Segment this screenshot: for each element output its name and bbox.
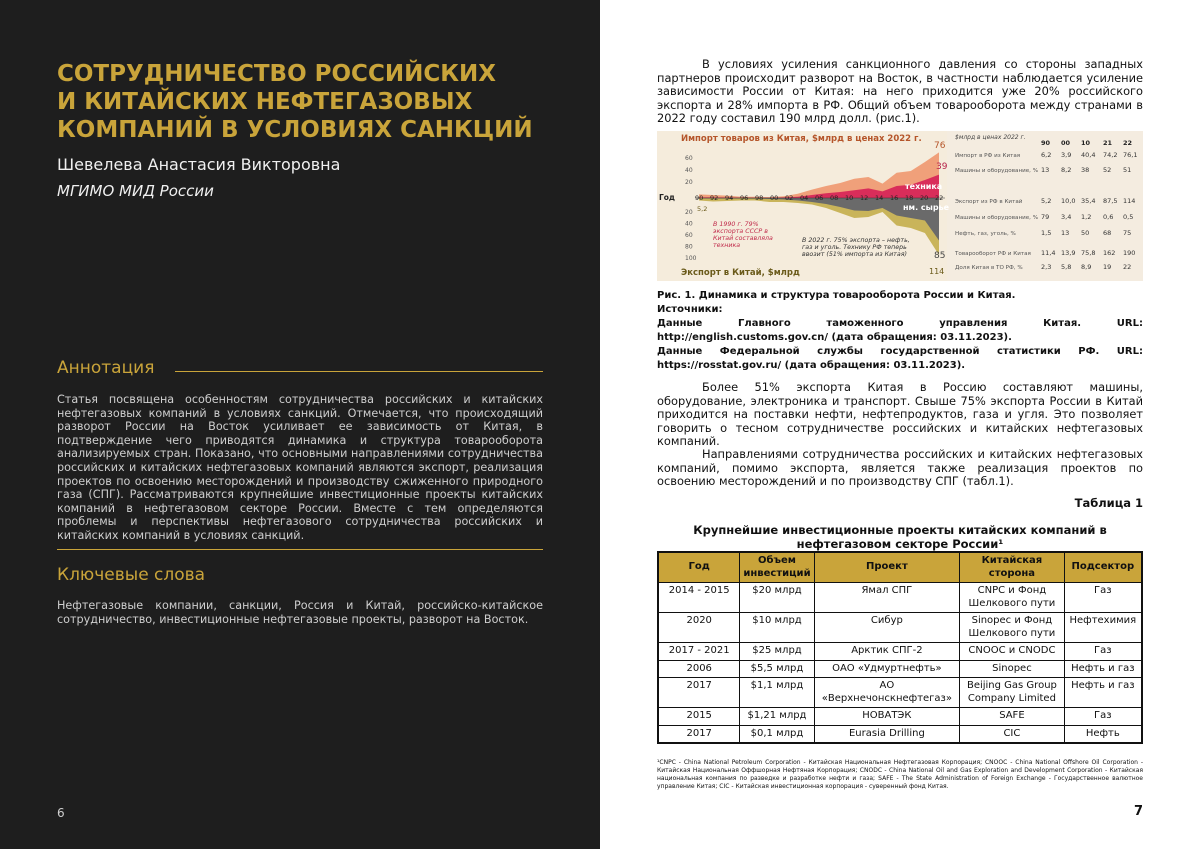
table-row-label: Нефть, газ, уголь, %: [955, 231, 1016, 237]
col-header-chinese-side: Китайская сторона: [960, 552, 1064, 583]
x-tick-label: 96: [740, 194, 749, 202]
table-cell: Газ: [1064, 643, 1142, 661]
table-cell: 2017: [658, 725, 740, 743]
table-value: 3,4: [1061, 213, 1072, 221]
x-tick-label: 20: [920, 194, 929, 202]
col-header-project: Проект: [814, 552, 960, 583]
page-number-left: 6: [57, 806, 65, 820]
import-y-tick: 40: [685, 167, 693, 174]
annotation-1990: В 1990 г. 79% экспорта СССР в Китай составляла техника: [713, 221, 773, 249]
footnote: ¹CNPC - China National Petroleum Corporation - Китайская Национальная Нефтегазовая Корпорация; CNOOC - China National Offshore Oil Corporation - Китайская Национальная Оффшорная Нефтяная Корпорация; CNODC - China National Oil and Gas Exploration and Development Corporation - Китайская национальная компания по разведке и разработке нефти и газа; SAFE - The State Administration of Foreign Exchange - Государственное валютное управление Китая; CIC - Китайская инвестиционная корпорация - суверенный фонд Китая.: [657, 759, 1143, 790]
table-cell: $0,1 млрд: [740, 725, 814, 743]
table-cell: 2015: [658, 708, 740, 726]
x-tick-label: 02: [785, 194, 794, 202]
x-tick-label: 00: [770, 194, 779, 202]
table-value: 3,9: [1061, 151, 1072, 159]
table-cell: $1,1 млрд: [740, 678, 814, 708]
table-year: 10: [1081, 139, 1091, 147]
col-header-subsector: Подсектор: [1064, 552, 1142, 583]
table-value: 22: [1123, 263, 1132, 271]
table-label: Таблица 1: [1074, 496, 1143, 510]
caption-source-1: Данные Главного таможенного управления Китая. URL: http://english.customs.gov.cn/ (дата обращения: 03.11.2023).: [657, 318, 1143, 343]
table-cell: $10 млрд: [740, 613, 814, 643]
export-y-tick: 80: [685, 243, 693, 251]
table-value: 13: [1061, 229, 1070, 237]
table-cell: Sinopec: [960, 660, 1064, 678]
import-title: Импорт товаров из Китая, $млрд в ценах 2022 г.: [681, 134, 922, 144]
x-tick-label: 90: [695, 194, 704, 202]
import-y-tick: 60: [685, 155, 693, 162]
table-row: [658, 583, 1142, 613]
table-value: 0,6: [1103, 213, 1114, 221]
figure-caption: [657, 289, 1143, 373]
export-total-end: 114: [929, 267, 945, 276]
table-cell: Нефть и газ: [1064, 660, 1142, 678]
table-value: 8,2: [1061, 166, 1072, 174]
table-value: 2,3: [1041, 263, 1052, 271]
table-title: Крупнейшие инвестиционные проекты китайских компаний в нефтегазовом секторе России¹: [693, 523, 1107, 551]
table-row-label: Товарооборот РФ и Китая: [955, 251, 1031, 257]
table-value: 51: [1123, 166, 1132, 174]
x-tick-label: 94: [725, 194, 734, 202]
table-value: 10,0: [1061, 197, 1076, 205]
heading-divider: [175, 371, 543, 372]
author-name: Шевелева Анастасия Викторовна: [57, 155, 341, 174]
section-divider: [57, 549, 543, 550]
trade-chart: [657, 131, 1143, 281]
table-value: 5,2: [1041, 197, 1052, 205]
x-tick-label: 16: [890, 194, 899, 202]
title-line: И КИТАЙСКИХ НЕФТЕГАЗОВЫХ: [57, 89, 473, 115]
table-cell: НОВАТЭК: [814, 708, 960, 726]
table-value: 75,8: [1081, 249, 1096, 257]
table-year: 00: [1061, 139, 1071, 147]
import-y-tick: 20: [685, 179, 693, 186]
table-cell: SAFE: [960, 708, 1064, 726]
paragraph-2: Более 51% экспорта Китая в Россию составляют машины, оборудование, электроника и транспорт. Свыше 75% экспорта России в Китай приходится на поставки нефти, нефтепродуктов, газа и угля. Это позволяет говорить о тесном сотрудничестве российских и китайских нефтегазовых компаний.: [657, 380, 1143, 449]
table-row-label: Доля Китая в ТО РФ, %: [955, 265, 1023, 271]
table-cell: CNPC и Фонд Шелкового пути: [960, 583, 1064, 613]
export-y-tick: 100: [685, 255, 697, 262]
table-cell: Beijing Gas Group Company Limited: [960, 678, 1064, 708]
table-value: 162: [1103, 249, 1116, 257]
table-unit: $млрд в ценах 2022 г.: [955, 134, 1026, 141]
table-value: 19: [1103, 263, 1112, 271]
table-cell: Арктик СПГ-2: [814, 643, 960, 661]
x-tick-label: 12: [860, 194, 869, 202]
article-title: [57, 60, 557, 144]
x-tick-label: 10: [845, 194, 854, 202]
table-value: 74,2: [1103, 151, 1118, 159]
keywords-heading: Ключевые слова: [57, 565, 206, 585]
table-cell: Нефть: [1064, 725, 1142, 743]
keywords-text: Нефтегазовые компании, санкции, Россия и Китай, российско-китайское сотрудничество, инвестиционные нефтегазовые проекты, разворот на Восток.: [57, 599, 543, 626]
caption-source-2: Данные Федеральной службы государственной статистики РФ. URL: https://rosstat.gov.ru/ (дата обращения: 03.11.2023).: [657, 346, 1143, 371]
table-row-label: Экспорт из РФ в Китай: [955, 199, 1023, 205]
table-cell: 2020: [658, 613, 740, 643]
paragraph-3: Направлениями сотрудничества российских и китайских нефтегазовых компаний, помимо экспорта, является также реализация проектов по освоению месторождений и по производству СПГ (табл.1).: [657, 447, 1143, 489]
x-tick-label: 98: [755, 194, 764, 202]
table-cell: Нефтехимия: [1064, 613, 1142, 643]
export-start-value: 5,2: [697, 205, 708, 213]
abstract-heading: Аннотация: [57, 358, 155, 378]
table-cell: АО «Верхнечонскнефтегаз»: [814, 678, 960, 708]
table-value: 13: [1041, 166, 1050, 174]
author-affiliation: МГИМО МИД России: [57, 182, 214, 200]
x-tick-label: 06: [815, 194, 824, 202]
table-value: 8,9: [1081, 263, 1092, 271]
table-row-label: Импорт в РФ из Китая: [955, 153, 1021, 159]
x-axis-label: Год: [659, 193, 675, 202]
table-value: 52: [1103, 166, 1112, 174]
table-value: 68: [1103, 229, 1112, 237]
table-cell: CIC: [960, 725, 1064, 743]
x-tick-label: 92: [710, 194, 719, 202]
export-y-tick: 60: [685, 232, 693, 239]
table-cell: Газ: [1064, 708, 1142, 726]
table-value: 76,1: [1123, 151, 1138, 159]
table-cell: Газ: [1064, 583, 1142, 613]
table-cell: 2017 - 2021: [658, 643, 740, 661]
abstract-text: Статья посвящена особенностям сотрудничества российских и китайских нефтегазовых компаний в условиях санкций. Отмечается, что происходящий разворот России на Восток усиливает ее зависимость от Китая, в подтверждение чего приводятся динамика и структура товарооборота анализируемых стран. Показано, что основными направлениями сотрудничества российских и китайских нефтегазовых компаний являются экспорт, реализация проектов по освоению месторождений и производству сжиженного природного газа (СПГ). Рассматриваются крупнейшие инвестиционные проекты китайских компаний в нефтегазовом секторе России. Вместе с тем определяются проблемы и перспективы нефтегазового сотрудничества российских и китайских компаний в условиях санкций.: [57, 393, 543, 542]
table-cell: Sinopec и Фонд Шелкового пути: [960, 613, 1064, 643]
table-cell: $20 млрд: [740, 583, 814, 613]
table-value: 40,4: [1081, 151, 1096, 159]
export-raw-end: 85: [934, 251, 946, 261]
table-value: 13,9: [1061, 249, 1076, 257]
right-page: [600, 0, 1200, 849]
table-cell: 2006: [658, 660, 740, 678]
x-tick-label: 18: [905, 194, 914, 202]
table-year: 22: [1123, 139, 1133, 147]
table-header-row: [658, 552, 1142, 583]
page-number-right: 7: [1133, 804, 1143, 819]
x-tick-label: 22: [935, 194, 944, 202]
table-cell: ОАО «Удмуртнефть»: [814, 660, 960, 678]
table-year: 21: [1103, 139, 1113, 147]
table-value: 75: [1123, 229, 1132, 237]
table-value: 1,5: [1041, 229, 1052, 237]
import-total-end: 76: [934, 141, 946, 151]
table-cell: Eurasia Drilling: [814, 725, 960, 743]
table-cell: $5,5 млрд: [740, 660, 814, 678]
table-value: 50: [1081, 229, 1090, 237]
investment-table: [657, 551, 1143, 744]
col-header-amount: Объем инвестиций: [740, 552, 814, 583]
table-cell: 2014 - 2015: [658, 583, 740, 613]
import-tech-end: 39: [936, 162, 948, 172]
trade-chart-svg: [657, 131, 1143, 281]
table-value: 5,8: [1061, 263, 1072, 271]
table-row: [658, 613, 1142, 643]
table-row: [658, 725, 1142, 743]
table-value: 79: [1041, 213, 1050, 221]
x-tick-label: 04: [800, 194, 809, 202]
x-tick-label: 08: [830, 194, 839, 202]
table-value: 87,5: [1103, 197, 1118, 205]
caption-title: Рис. 1. Динамика и структура товарооборота России и Китая.: [657, 290, 1016, 301]
table-row: [658, 660, 1142, 678]
title-line: СОТРУДНИЧЕСТВО РОССИЙСКИХ: [57, 61, 496, 87]
export-y-tick: 20: [685, 209, 693, 216]
table-cell: Сибур: [814, 613, 960, 643]
export-title: Экспорт в Китай, $млрд: [681, 268, 800, 278]
table-cell: $25 млрд: [740, 643, 814, 661]
table-year: 90: [1041, 139, 1051, 147]
intro-paragraph: В условиях усиления санкционного давления со стороны западных партнеров происходит разворот на Восток, в частности наблюдается усиление зависимости России от Китая: на него приходится уже 20% российского экспорта и 28% импорта в РФ. Общий объем товарооборота между странами в 2022 году составил 190 млрд долл. (рис.1).: [657, 57, 1143, 126]
export-y-tick: 40: [685, 220, 693, 228]
table-value: 35,4: [1081, 197, 1096, 205]
table-row: [658, 678, 1142, 708]
table-row-label: Машины и оборудование, %: [955, 215, 1039, 221]
annotation-2022: В 2022 г. 75% экспорта – нефть, газ и уголь. Технику РФ теперь ввозит (51% импорта из Китая): [802, 237, 910, 258]
x-tick-label: 14: [875, 194, 884, 202]
caption-sources-label: Источники:: [657, 304, 723, 315]
series-label-raw: нм. сырье: [903, 203, 950, 212]
col-header-year: Год: [658, 552, 740, 583]
table-cell: CNOOC и CNODC: [960, 643, 1064, 661]
table-value: 11,4: [1041, 249, 1056, 257]
table-value: 1,2: [1081, 213, 1092, 221]
table-value: 114: [1123, 197, 1136, 205]
table-value: 190: [1123, 249, 1136, 257]
table-row: [658, 643, 1142, 661]
title-line: КОМПАНИЙ В УСЛОВИЯХ САНКЦИЙ: [57, 117, 533, 143]
table-cell: 2017: [658, 678, 740, 708]
table-cell: Ямал СПГ: [814, 583, 960, 613]
table-cell: $1,21 млрд: [740, 708, 814, 726]
table-value: 6,2: [1041, 151, 1052, 159]
table-value: 0,5: [1123, 213, 1134, 221]
table-row-label: Машины и оборудование, %: [955, 168, 1039, 174]
table-value: 38: [1081, 166, 1090, 174]
table-row: [658, 708, 1142, 726]
series-label-tech: техника: [905, 182, 943, 191]
table-cell: Нефть и газ: [1064, 678, 1142, 708]
